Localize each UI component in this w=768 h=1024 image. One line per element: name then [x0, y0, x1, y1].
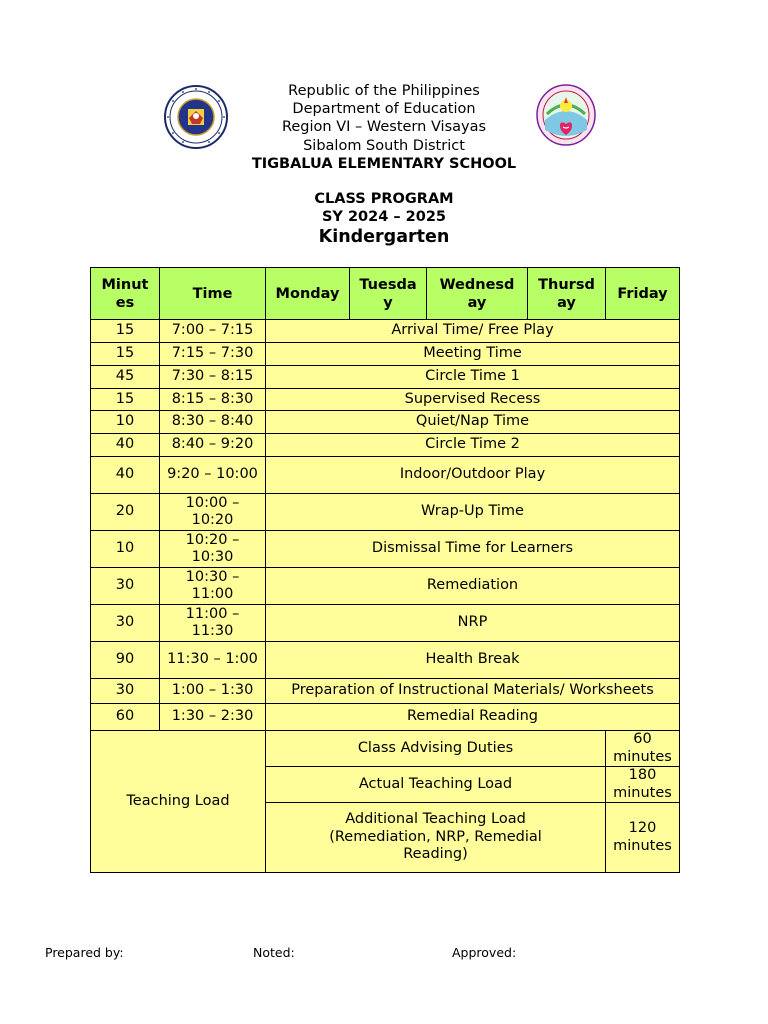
row-activity: Wrap-Up Time: [266, 494, 680, 531]
row-time: 1:00 – 1:30: [160, 679, 266, 704]
header-wednesday: Wednesd ay: [427, 268, 528, 320]
prepared-by-label: Prepared by:: [45, 945, 124, 960]
table-row: [91, 494, 680, 531]
row-minutes: 45: [91, 366, 160, 389]
row-time: 7:30 – 8:15: [160, 366, 266, 389]
row-activity: NRP: [266, 605, 680, 642]
table-row: [91, 568, 680, 605]
row-minutes: 15: [91, 343, 160, 366]
row-activity: Preparation of Instructional Materials/ Worksheets: [266, 679, 680, 704]
row-minutes: 15: [91, 389, 160, 411]
row-activity: Remedial Reading: [266, 704, 680, 731]
row-activity: Arrival Time/ Free Play: [266, 320, 680, 343]
noted-label: Noted:: [253, 945, 295, 960]
row-activity: Indoor/Outdoor Play: [266, 457, 680, 494]
teaching-load-item-label: Additional Teaching Load (Remediation, NRP, Remedial Reading): [266, 803, 606, 873]
row-activity: Circle Time 1: [266, 366, 680, 389]
row-minutes: 40: [91, 434, 160, 457]
row-time: 11:30 – 1:00: [160, 642, 266, 679]
row-minutes: 60: [91, 704, 160, 731]
teaching-load-item-value: 120 minutes: [606, 803, 680, 873]
teaching-load-row: [91, 731, 680, 767]
row-minutes: 30: [91, 568, 160, 605]
approved-label: Approved:: [452, 945, 517, 960]
row-time: 1:30 – 2:30: [160, 704, 266, 731]
teaching-load-item-value: 60 minutes: [606, 731, 680, 767]
header-line-1: Republic of the Philippines: [288, 83, 480, 99]
row-minutes: 10: [91, 531, 160, 568]
school-name: TIGBALUA ELEMENTARY SCHOOL: [251, 155, 517, 172]
row-activity: Supervised Recess: [266, 389, 680, 411]
teaching-load-label: Teaching Load: [91, 731, 266, 873]
grade-level: Kindergarten: [318, 227, 450, 247]
header-tuesday: Tuesda y: [350, 268, 427, 320]
table-row: [91, 320, 680, 343]
header-thursday: Thursd ay: [528, 268, 606, 320]
row-time: 10:00 – 10:20: [160, 494, 266, 531]
row-activity: Quiet/Nap Time: [266, 411, 680, 434]
program-title-block: [184, 190, 584, 248]
header-line-2: Department of Education: [292, 101, 476, 118]
row-activity: Dismissal Time for Learners: [266, 531, 680, 568]
teaching-load-item-label: Actual Teaching Load: [266, 767, 606, 803]
table-row: [91, 679, 680, 704]
row-time: 8:40 – 9:20: [160, 434, 266, 457]
header-time: Time: [160, 268, 266, 320]
table-row: [91, 704, 680, 731]
teaching-load-item-label: Class Advising Duties: [266, 731, 606, 767]
row-time: 8:15 – 8:30: [160, 389, 266, 411]
row-time: 7:15 – 7:30: [160, 343, 266, 366]
row-minutes: 30: [91, 605, 160, 642]
row-time: 8:30 – 8:40: [160, 411, 266, 434]
header-monday: Monday: [266, 268, 350, 320]
table-row: [91, 366, 680, 389]
header-line-3: Region VI – Western Visayas: [281, 119, 487, 136]
row-time: 10:20 – 10:30: [160, 531, 266, 568]
row-minutes: 30: [91, 679, 160, 704]
row-activity: Circle Time 2: [266, 434, 680, 457]
table-row: [91, 343, 680, 366]
row-activity: Meeting Time: [266, 343, 680, 366]
table-row: [91, 605, 680, 642]
row-minutes: 10: [91, 411, 160, 434]
row-activity: Remediation: [266, 568, 680, 605]
row-time: 11:00 – 11:30: [160, 605, 266, 642]
table-row: [91, 389, 680, 411]
program-title: CLASS PROGRAM: [314, 191, 454, 207]
row-time: 10:30 – 11:00: [160, 568, 266, 605]
row-minutes: 90: [91, 642, 160, 679]
row-minutes: 20: [91, 494, 160, 531]
table-row: [91, 642, 680, 679]
row-activity: Health Break: [266, 642, 680, 679]
teaching-load-item-value: 180 minutes: [606, 767, 680, 803]
row-time: 9:20 – 10:00: [160, 457, 266, 494]
header-friday: Friday: [606, 268, 680, 320]
row-minutes: 40: [91, 457, 160, 494]
table-header-row: [91, 268, 680, 320]
table-row: [91, 531, 680, 568]
table-row: [91, 411, 680, 434]
row-minutes: 15: [91, 320, 160, 343]
class-schedule-table: [90, 267, 680, 873]
header-minutes: Minut es: [91, 268, 160, 320]
table-row: [91, 457, 680, 494]
table-row: [91, 434, 680, 457]
header-line-4: Sibalom South District: [303, 137, 465, 154]
document-header: [184, 82, 584, 173]
school-year: SY 2024 – 2025: [321, 209, 447, 225]
row-time: 7:00 – 7:15: [160, 320, 266, 343]
